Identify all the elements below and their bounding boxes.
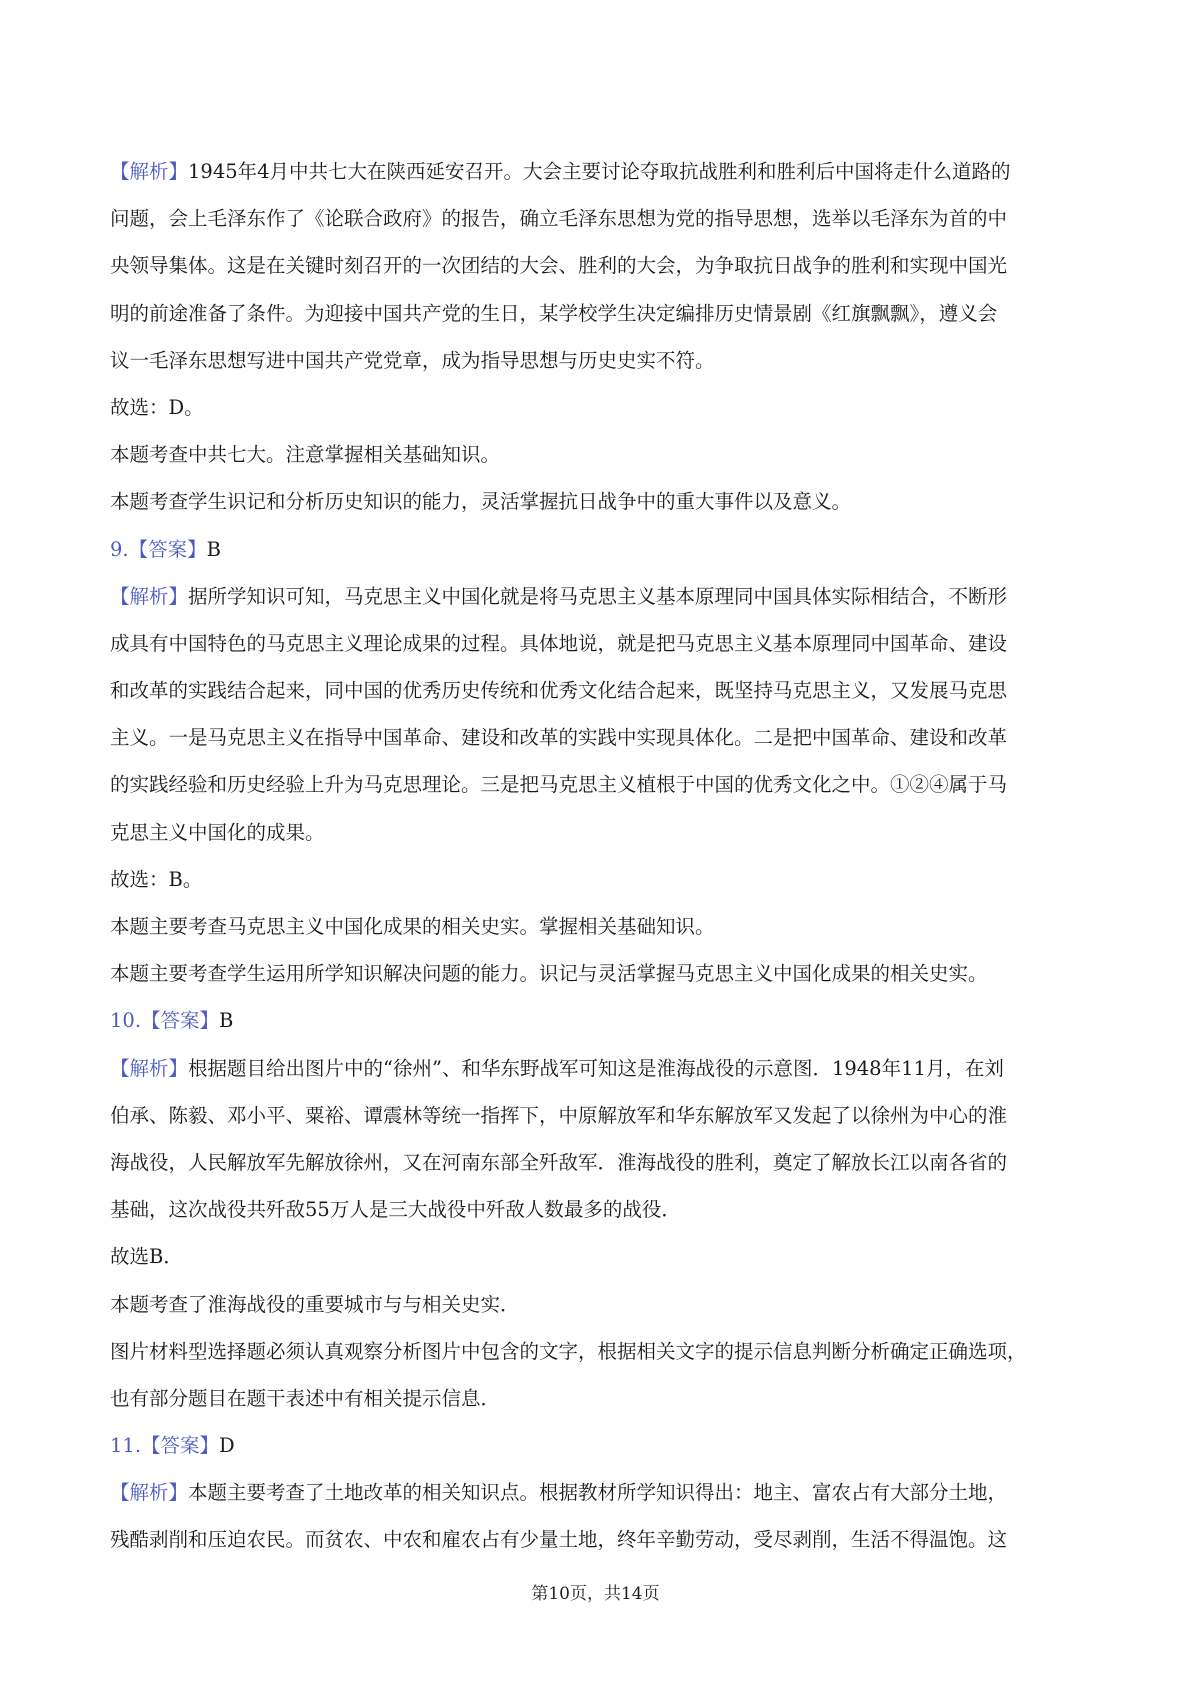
text-line bbox=[110, 242, 1090, 289]
question-number: 9. bbox=[110, 537, 129, 561]
line-text: 根据题目给出图片中的“徐州”、和华东野战军可知这是淮海战役的示意图．1948年11月，在刘 bbox=[188, 1056, 1004, 1080]
text-line bbox=[110, 1516, 1090, 1563]
line-text: 主义。一是马克思主义在指导中国革命、建设和改革的实践中实现具体化。二是把中国革命、建设和改革 bbox=[110, 726, 1008, 750]
text-line bbox=[110, 1139, 1090, 1186]
line-text: 1945年4月中共七大在陕西延安召开。大会主要讨论夺取抗战胜利和胜利后中国将走什么道路的 bbox=[188, 160, 1011, 183]
text-line bbox=[110, 384, 1090, 431]
section-tag: 【解析】 bbox=[110, 1481, 189, 1505]
text-line bbox=[110, 1233, 1090, 1280]
text-line bbox=[110, 667, 1090, 714]
text-line bbox=[110, 1092, 1090, 1139]
line-text: 和改革的实践结合起来，同中国的优秀历史传统和优秀文化结合起来，既坚持马克思主义，又发展马克思 bbox=[110, 679, 1008, 703]
text-line bbox=[110, 1186, 1090, 1233]
text-line bbox=[110, 761, 1090, 808]
answer-line bbox=[110, 1422, 1090, 1469]
text-line bbox=[110, 620, 1090, 667]
text-line bbox=[110, 903, 1090, 950]
text-line bbox=[110, 950, 1090, 997]
text-line bbox=[110, 1328, 1090, 1375]
line-text: 海战役，人民解放军先解放徐州，又在河南东部全歼敌军．淮海战役的胜利，奠定了解放长江以南各省的 bbox=[110, 1150, 1008, 1174]
line-text: D bbox=[219, 1434, 235, 1458]
line-text: 议一毛泽东思想写进中国共产党党章，成为指导思想与历史史实不符。 bbox=[110, 348, 715, 372]
line-text: 本题考查了淮海战役的重要城市与与相关史实． bbox=[110, 1292, 520, 1316]
analysis-line bbox=[110, 1045, 1090, 1092]
section-tag: 【答案】 bbox=[141, 1009, 220, 1033]
line-text: 故选B． bbox=[110, 1245, 183, 1269]
line-text: 也有部分题目在题干表述中有相关提示信息． bbox=[110, 1386, 501, 1410]
line-text: 问题，会上毛泽东作了《论联合政府》的报告，确立毛泽东思想为党的指导思想，选举以毛泽东为首的中 bbox=[110, 207, 1008, 231]
text-line bbox=[110, 290, 1090, 337]
line-text: 故选：B。 bbox=[110, 867, 203, 891]
line-text: B bbox=[206, 537, 221, 561]
text-line bbox=[110, 856, 1090, 903]
text-line bbox=[110, 195, 1090, 242]
line-text: 本题考查中共七大。注意掌握相关基础知识。 bbox=[110, 443, 501, 467]
line-text: 故选：D。 bbox=[110, 395, 204, 419]
line-text: 成具有中国特色的马克思主义理论成果的过程。具体地说，就是把马克思主义基本原理同中国革命、建设 bbox=[110, 631, 1008, 655]
section-tag: 【解析】 bbox=[110, 584, 189, 608]
question-number: 10. bbox=[110, 1009, 142, 1033]
line-text: 本题主要考查马克思主义中国化成果的相关史实。掌握相关基础知识。 bbox=[110, 915, 715, 938]
section-tag: 【答案】 bbox=[141, 1434, 220, 1458]
analysis-line bbox=[110, 148, 1090, 195]
line-text: 据所学知识可知，马克思主义中国化就是将马克思主义基本原理同中国具体实际相结合，不断形 bbox=[188, 584, 1008, 608]
text-line bbox=[110, 1281, 1090, 1328]
text-line bbox=[110, 431, 1090, 478]
text-line bbox=[110, 478, 1090, 525]
line-text: 克思主义中国化的成果。 bbox=[110, 820, 325, 844]
line-text: 央领导集体。这是在关键时刻召开的一次团结的大会、胜利的大会，为争取抗日战争的胜利和实现中国光 bbox=[110, 254, 1008, 278]
text-line bbox=[110, 714, 1090, 761]
analysis-line bbox=[110, 1469, 1090, 1516]
section-tag: 【解析】 bbox=[110, 160, 189, 183]
line-text: 本题考查学生识记和分析历史知识的能力，灵活掌握抗日战争中的重大事件以及意义。 bbox=[110, 490, 852, 514]
line-text: 的实践经验和历史经验上升为马克思理论。三是把马克思主义植根于中国的优秀文化之中。①②④属于马 bbox=[110, 773, 1008, 797]
section-tag: 【答案】 bbox=[128, 537, 207, 561]
text-line bbox=[110, 337, 1090, 384]
line-text: 基础，这次战役共歼敌55万人是三大战役中歼敌人数最多的战役． bbox=[110, 1198, 681, 1222]
document-body bbox=[110, 148, 1090, 1564]
line-text: 图片材料型选择题必须认真观察分析图片中包含的文字，根据相关文字的提示信息判断分析确定正确选项， bbox=[110, 1339, 1027, 1363]
answer-line bbox=[110, 997, 1090, 1044]
text-line bbox=[110, 809, 1090, 856]
line-text: 伯承、陈毅、邓小平、粟裕、谭震林等统一指挥下，中原解放军和华东解放军又发起了以徐州为中心的淮 bbox=[110, 1103, 1008, 1127]
answer-line bbox=[110, 526, 1090, 573]
section-tag: 【解析】 bbox=[110, 1056, 189, 1080]
line-text: 本题主要考查了土地改革的相关知识点。根据教材所学知识得出：地主、富农占有大部分土地， bbox=[188, 1481, 1008, 1505]
text-line bbox=[110, 1375, 1090, 1422]
question-number: 11. bbox=[110, 1434, 142, 1458]
page-footer: 第10页，共14页 bbox=[531, 1584, 660, 1604]
line-text: 明的前途准备了条件。为迎接中国共产党的生日，某学校学生决定编排历史情景剧《红旗飘飘》，遵义会 bbox=[110, 301, 998, 325]
line-text: 残酷剥削和压迫农民。而贫农、中农和雇农占有少量土地，终年辛勤劳动，受尽剥削，生活不得温饱。这 bbox=[110, 1528, 1008, 1552]
line-text: B bbox=[219, 1009, 234, 1033]
line-text: 本题主要考查学生运用所学知识解决问题的能力。识记与灵活掌握马克思主义中国化成果的相关史实。 bbox=[110, 962, 988, 986]
analysis-line bbox=[110, 573, 1090, 620]
